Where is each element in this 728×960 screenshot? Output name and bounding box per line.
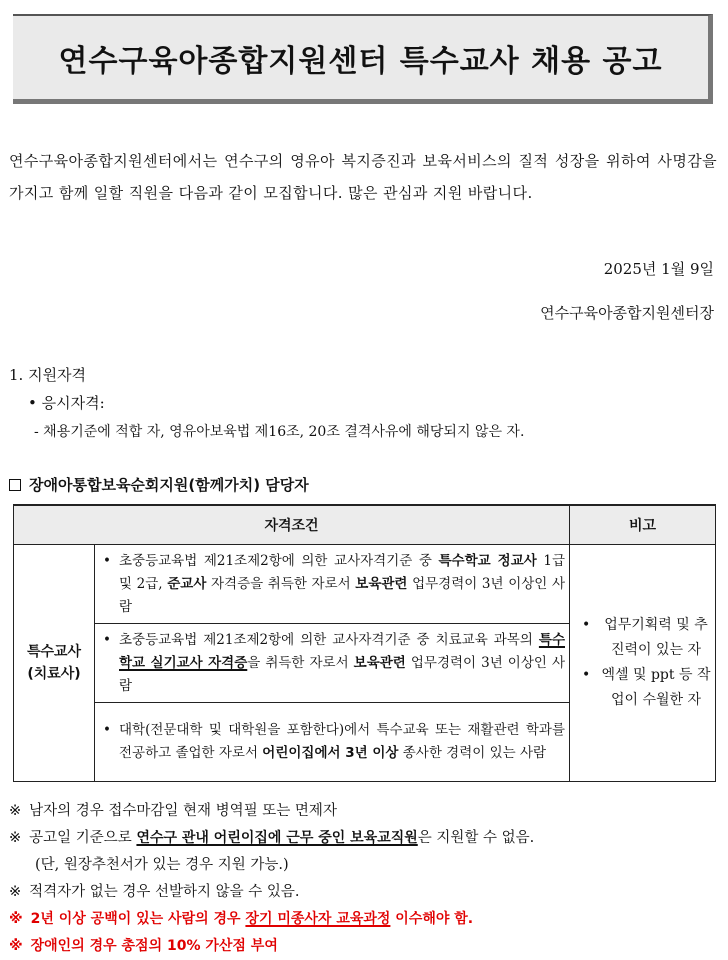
reference-mark-icon: ※ [9,884,22,900]
list-item [9,852,719,879]
list-item [9,798,719,825]
eligibility-bullet: • 응시자격: [28,394,105,412]
note-text-1: 업무기획력 및 추진력이 있는 자 [604,617,708,658]
condition-text-3: 대학(전문대학 및 대학원을 포함한다)에서 특수교육 또는 재활관련 학과를 전공하고 졸업한 자로서 어린이집에서 3년 이상 종사한 경력이 있는 사람 [119,722,565,761]
note-restriction: 공고일 기준으로 연수구 관내 어린이집에 근무 중인 보육교직원은 지원할 수 없음. [29,830,535,846]
bullet-icon: • [582,667,591,683]
position-heading-text: 장애아통합보육순회지원(함께가치) 담당자 [29,476,309,494]
note-disability-bonus: 장애인의 경우 총점의 10% 가산점 부여 [30,938,278,954]
note-career-gap: 2년 이상 공백이 있는 사람의 경우 장기 미종사자 교육과정 이수해야 함. [30,911,474,927]
header-conditions: 자격조건 [14,505,570,545]
bullet-icon: • [103,631,111,648]
role-title: 특수교사 [26,644,82,660]
position-heading [9,474,309,495]
qualifications-table [13,504,716,782]
issuer-name: 연수구육아종합지원센터장 [540,304,714,322]
list-item [9,906,719,933]
page-title: 연수구육아종합지원센터 특수교사 채용 공고 [58,43,663,79]
list-item [9,825,719,852]
condition-cell-3 [95,703,570,782]
bullet-icon: • [103,722,111,738]
header-note: 비고 [570,505,716,545]
list-item [9,933,719,960]
condition-text-1: 초중등교육법 제21조제2항에 의한 교사자격기준 중 특수학교 정교사 1급 및 2급, 준교사 자격증을 취득한 자로서 보육관련 업무경력이 3년 이상인 사람 [119,552,565,615]
table-header-row [14,505,716,545]
note-text-2: 엑셀 및 ppt 등 작업이 수월한 자 [601,667,711,708]
checkbox-icon [9,479,21,491]
section-heading-eligibility: 1. 지원자격 [9,366,87,384]
reference-mark-icon: ※ [9,938,23,954]
list-item [9,879,719,906]
note-cell [570,545,716,782]
condition-cell-2 [95,624,570,703]
announcement-date: 2025년 1월 9일 [603,260,714,278]
reference-mark-icon: ※ [9,803,22,819]
eligibility-detail: - 채용기준에 적합 자, 영유아보육법 제16조, 20조 결격사유에 해당되지 않은 자. [34,424,525,440]
role-cell [14,545,95,782]
title-banner [13,14,713,104]
note-item [582,613,714,663]
intro-paragraph: 연수구육아종합지원센터에서는 연수구의 영유아 복지증진과 보육서비스의 질적 성장을 위하여 사명감을 가지고 함께 일할 직원을 다음과 같이 모집합니다. 많은 관심과 지원 바랍니다. [9,152,717,202]
bullet-icon: • [103,552,111,569]
bullet-icon: • [582,617,591,633]
note-item [582,663,714,713]
note-military: 남자의 경우 접수마감일 현재 병역필 또는 면제자 [29,803,337,819]
note-restriction-exception: (단, 원장추천서가 있는 경우 지원 가능.) [35,857,289,873]
notes-list [9,798,719,960]
note-no-selection: 적격자가 없는 경우 선발하지 않을 수 있음. [29,884,300,900]
reference-mark-icon: ※ [9,911,23,927]
condition-cell-1 [95,545,570,624]
reference-mark-icon: ※ [9,830,22,846]
table-row [14,545,716,624]
condition-text-2: 초중등교육법 제21조제2항에 의한 교사자격기준 중 치료교육 과목의 특수학교 실기교사 자격증을 취득한 자로서 보육관련 업무경력이 3년 이상인 사람 [119,631,565,694]
role-subtitle: (치료사) [27,666,81,682]
